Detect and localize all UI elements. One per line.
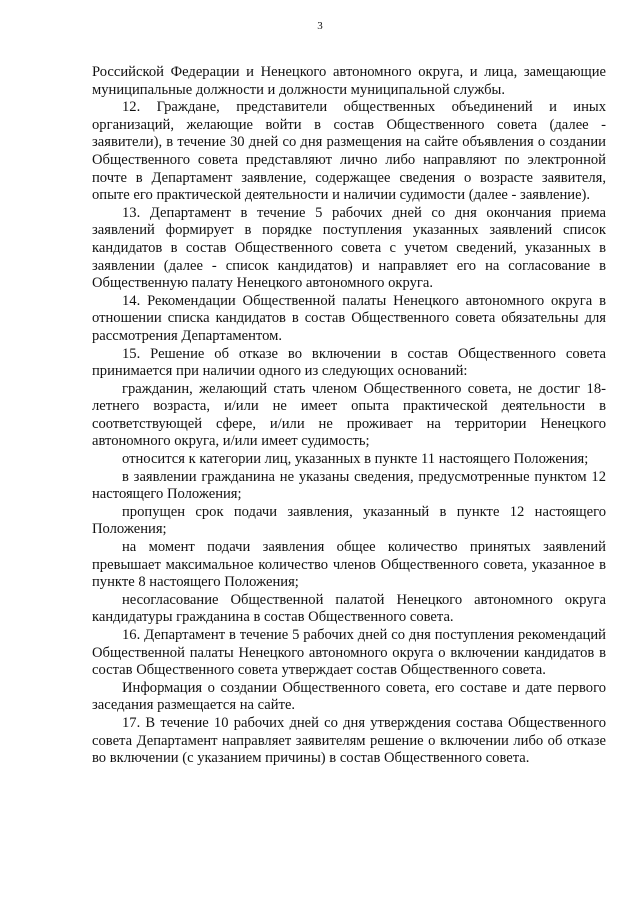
paragraph-15: 15. Решение об отказе во включении в состав Общественного совета принимается при наличии одного из следующих оснований: <box>92 345 606 380</box>
paragraph-continuation: Российской Федерации и Ненецкого автономного округа, и лица, замещающие муниципальные должности и должности муниципальной службы. <box>92 64 606 98</box>
paragraph-13: 13. Департамент в течение 5 рабочих дней со дня окончания приема заявлений формирует в порядке поступления указанных заявлений список кандидатов в состав Общественного совета с учетом сведений, указанных в заявлении (далее - список кандидатов) и направляет его на согласование в Общественную палату Ненецкого автономного округа. <box>92 204 606 292</box>
paragraph-15-ground-deadline: пропущен срок подачи заявления, указанный в пункте 12 настоящего Положения; <box>92 503 606 538</box>
paragraph-15-ground-max-count: на момент подачи заявления общее количество принятых заявлений превышает максимальное количество членов Общественного совета, указанное в пункте 8 настоящего Положения; <box>92 539 606 591</box>
paragraph-16-info: Информация о создании Общественного совета, его составе и дате первого заседания размещается на сайте. <box>92 679 606 714</box>
paragraph-15-ground-missing-info: в заявлении гражданина не указаны сведения, предусмотренные пунктом 12 настоящего Положения; <box>92 468 606 503</box>
paragraph-16: 16. Департамент в течение 5 рабочих дней со дня поступления рекомендаций Общественной палаты Ненецкого автономного округа о включении кандидатов в состав Общественного совета утверждает состав Общественного совета. <box>92 627 606 679</box>
paragraph-14: 14. Рекомендации Общественной палаты Ненецкого автономного округа в отношении списка кандидатов в состав Общественного совета обязательны для рассмотрения Департаментом. <box>92 292 606 344</box>
paragraph-15-ground-category: относится к категории лиц, указанных в пункте 11 настоящего Положения; <box>122 451 589 468</box>
paragraph-12: 12. Граждане, представители общественных объединений и иных организаций, желающие войти в состав Общественного совета (далее - заявители), в течение 30 дней со дня размещения на сайте объявления о создании Общественного совета представляют лично либо направляют по электронной почте в Департамент заявление, содержащее сведения о возрасте заявителя, опыте его практической деятельности и наличии судимости (далее - заявление). <box>92 99 606 204</box>
paragraph-15-ground-age: гражданин, желающий стать членом Общественного совета, не достиг 18-летнего возраста, и/или не имеет опыта практической деятельности в соответствующей сфере, и/или не проживает на территории Ненецкого автономного округа, и/или имеет судимость; <box>92 380 606 450</box>
paragraph-17: 17. В течение 10 рабочих дней со дня утверждения состава Общественного совета Департамент направляет заявителям решение о включении либо об отказе во включении (с указанием причины) в состав Общественного совета. <box>92 714 606 767</box>
paragraph-15-ground-disapproval: несогласование Общественной палатой Ненецкого автономного округа кандидатуры гражданина в состав Общественного совета. <box>92 591 606 626</box>
page-number: 3 <box>317 20 323 32</box>
document-body <box>92 64 606 768</box>
